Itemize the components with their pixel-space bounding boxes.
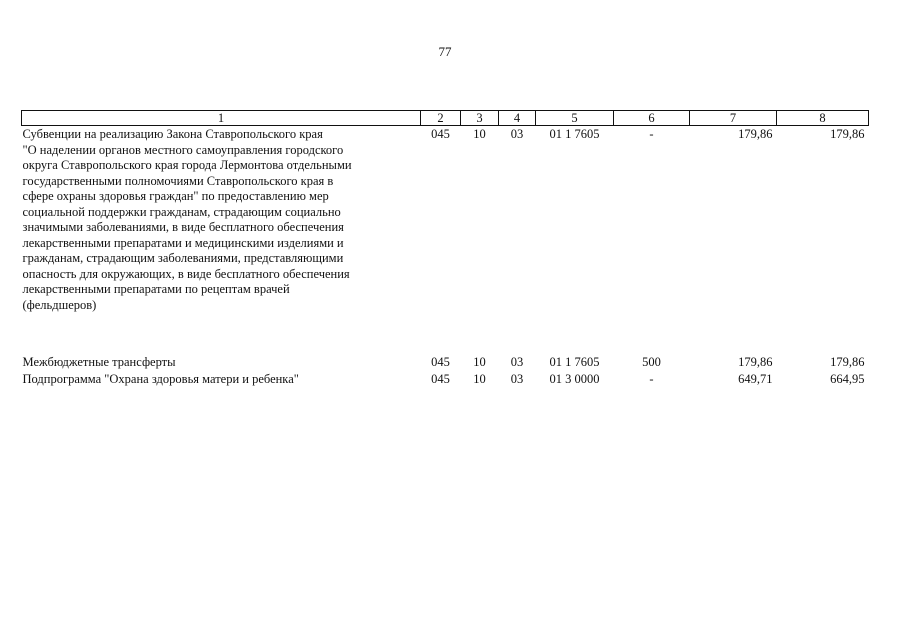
page-number: 77: [438, 44, 452, 59]
table-spacer-row: [22, 313, 869, 354]
row-subsection-cell: 03: [510, 371, 524, 386]
row-name-text: Субвенции на реализацию Закона Ставропольского края "О наделении органов местного самоуправления городского округа Ставропольского края города Лермонтова отдельными государственными полномочиями Ставропольского края в сфере охраны здоровья граждан" по предоставлению мер социальной поддержки гражданам, страдающим социально значимыми заболеваниями, в виде бесплатного обеспечения лекарственными препаратами и медицинскими изделиями и гражданам, страдающим заболеваниями, представляющими опасность для окружающих, в виде бесплатного обеспечения лекарственными препаратами по рецептам врачей (фельдшеров): [22, 127, 352, 312]
column-header-3: 3: [461, 111, 499, 126]
column-header-1: 1: [22, 111, 421, 126]
row-amount-2-cell: 664,95: [830, 371, 865, 386]
row-code-cell: 045: [431, 371, 450, 386]
row-code-cell: 045: [431, 355, 450, 369]
row-section-cell: 10: [473, 371, 486, 386]
row-expense-type-cell: -: [649, 127, 654, 141]
row-name-cell: Подпрограмма "Охрана здоровья матери и ребенка": [22, 371, 299, 386]
row-section-cell: 10: [473, 355, 486, 369]
table-row: [22, 126, 869, 314]
row-subsection-cell: 03: [510, 127, 524, 141]
row-expense-type-cell: 500: [642, 355, 661, 369]
row-target-article-cell: 01 3 0000: [549, 371, 600, 386]
column-header-2: 2: [421, 111, 461, 126]
column-number-header-row: [22, 111, 869, 126]
row-section-cell: 10: [473, 127, 486, 141]
column-header-8: 8: [777, 111, 869, 126]
row-code-cell: 045: [431, 127, 450, 141]
row-amount-2-cell: 179,86: [830, 127, 865, 141]
column-header-4: 4: [499, 111, 536, 126]
row-amount-1-cell: 179,86: [738, 355, 773, 369]
row-amount-1-cell: 649,71: [738, 371, 773, 386]
row-amount-2-cell: 179,86: [830, 355, 865, 369]
row-expense-type-cell: -: [649, 371, 654, 386]
table-row: [22, 354, 869, 371]
column-header-6: 6: [614, 111, 690, 126]
budget-table: [21, 110, 869, 387]
table-row: [22, 371, 869, 388]
row-target-article-cell: 01 1 7605: [549, 127, 600, 141]
row-name-cell: [22, 126, 421, 314]
column-header-7: 7: [690, 111, 777, 126]
row-amount-1-cell: 179,86: [738, 127, 773, 141]
column-header-5: 5: [536, 111, 614, 126]
row-name-cell: Межбюджетные трансферты: [22, 355, 176, 369]
row-subsection-cell: 03: [510, 355, 524, 369]
row-target-article-cell: 01 1 7605: [549, 355, 600, 369]
